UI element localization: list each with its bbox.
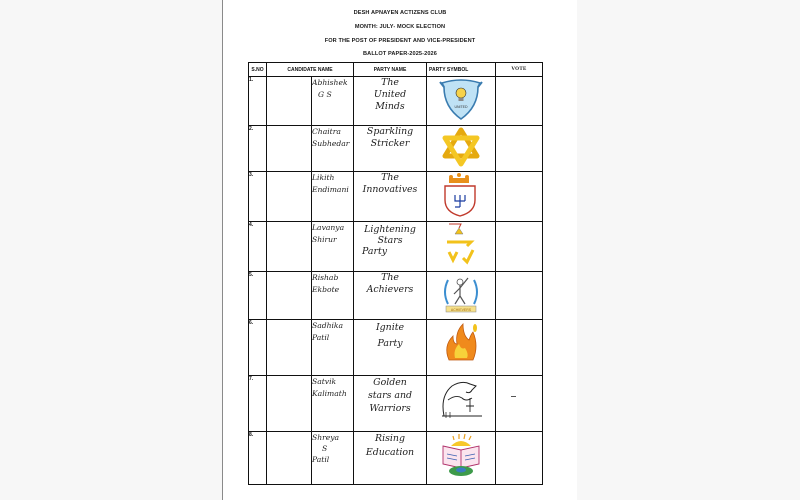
- candidate-photo-cell: [267, 126, 312, 172]
- party-symbol-cell: [427, 77, 496, 126]
- header-candidate-name: CANDIDATE NAME: [267, 63, 354, 77]
- candidate-row-7: [249, 376, 543, 432]
- candidate-photo-cell: [267, 272, 312, 320]
- candidate-photo-cell: [267, 376, 312, 432]
- candidate-photo-cell: [267, 77, 312, 126]
- candidate-name: Rishab Ekbote: [312, 272, 354, 320]
- candidate-name: Abhishek G S: [312, 77, 354, 126]
- candidate-photo-cell: [267, 222, 312, 272]
- serial-number: 6.: [249, 320, 267, 376]
- election-post: FOR THE POST OF PRESIDENT AND VICE-PRESIDENT: [324, 38, 476, 44]
- party-name: Rising Education: [354, 432, 427, 485]
- candidate-row-2: [249, 126, 543, 172]
- vote-box[interactable]: [496, 376, 543, 432]
- header-vote: VOTE: [496, 63, 543, 77]
- vote-box[interactable]: [496, 320, 543, 376]
- party-name: Golden stars and Warriors: [354, 376, 427, 432]
- svg-text:UNITED: UNITED: [454, 105, 468, 109]
- serial-number: 3.: [249, 172, 267, 222]
- serial-number: 5.: [249, 272, 267, 320]
- ballot-table: [248, 62, 543, 485]
- club-title: DESH APNAYEN ACTIZENS CLUB: [353, 10, 447, 16]
- eagle-sketch-icon: [436, 376, 486, 424]
- party-symbol-cell: [427, 222, 496, 272]
- candidate-row-6: [249, 320, 543, 376]
- candidate-row-4: [249, 222, 543, 272]
- vote-box[interactable]: [496, 172, 543, 222]
- vote-mark: [511, 396, 516, 397]
- header-party-symbol: PARTY SYMBOL: [427, 63, 496, 77]
- candidate-name: Chaitra Subhedar: [312, 126, 354, 172]
- party-name: The Innovatives: [354, 172, 427, 222]
- party-name: The Achievers: [354, 272, 427, 320]
- party-name: Sparkling Stricker: [354, 126, 427, 172]
- serial-number: 4.: [249, 222, 267, 272]
- book-and-sun-icon: [439, 432, 483, 478]
- flame-icon: [441, 320, 481, 366]
- party-symbol-cell: [427, 320, 496, 376]
- golden-knot-icon: [439, 126, 483, 168]
- candidate-name: Likith Endimani: [312, 172, 354, 222]
- party-name: Lightening Stars Party: [354, 222, 427, 272]
- serial-number: 2.: [249, 126, 267, 172]
- achiever-figure-icon: [438, 272, 484, 316]
- shield-with-lightbulb-icon: [436, 77, 486, 121]
- serial-number: 7.: [249, 376, 267, 432]
- lightning-arrows-icon: [439, 222, 483, 268]
- candidate-row-5: [249, 272, 543, 320]
- candidate-photo-cell: [267, 320, 312, 376]
- candidate-name: Sadhika Patil: [312, 320, 354, 376]
- party-name: The United Minds: [354, 77, 427, 126]
- party-symbol-cell: [427, 272, 496, 320]
- candidate-photo-cell: [267, 432, 312, 485]
- serial-number: 8.: [249, 432, 267, 485]
- vote-box[interactable]: [496, 77, 543, 126]
- party-symbol-cell: [427, 432, 496, 485]
- header-party-name: PARTY NAME: [354, 63, 427, 77]
- candidate-name: Satvik Kalimath: [312, 376, 354, 432]
- election-month: MONTH: JULY- MOCK ELECTION: [354, 24, 446, 30]
- vote-box[interactable]: [496, 126, 543, 172]
- serial-number: 1.: [249, 77, 267, 126]
- header-sno: S.NO: [249, 63, 267, 77]
- ballot-year: BALLOT PAPER-2025-2026: [363, 51, 437, 57]
- party-symbol-cell: [427, 126, 496, 172]
- ballot-paper: [222, 0, 577, 500]
- svg-text:ACHIEVERS: ACHIEVERS: [450, 308, 472, 312]
- header-row: [249, 63, 543, 77]
- party-symbol-cell: [427, 172, 496, 222]
- crown-shield-icon: [441, 172, 481, 218]
- candidate-photo-cell: [267, 172, 312, 222]
- party-symbol-cell: [427, 376, 496, 432]
- vote-box[interactable]: [496, 432, 543, 485]
- vote-box[interactable]: [496, 222, 543, 272]
- candidate-name: Lavanya Shirur: [312, 222, 354, 272]
- candidate-row-1: [249, 77, 543, 126]
- party-name: Ignite Party: [354, 320, 427, 376]
- vote-box[interactable]: [496, 272, 543, 320]
- candidate-name: Shreya S Patil: [312, 432, 354, 485]
- candidate-row-3: [249, 172, 543, 222]
- candidate-row-8: [249, 432, 543, 485]
